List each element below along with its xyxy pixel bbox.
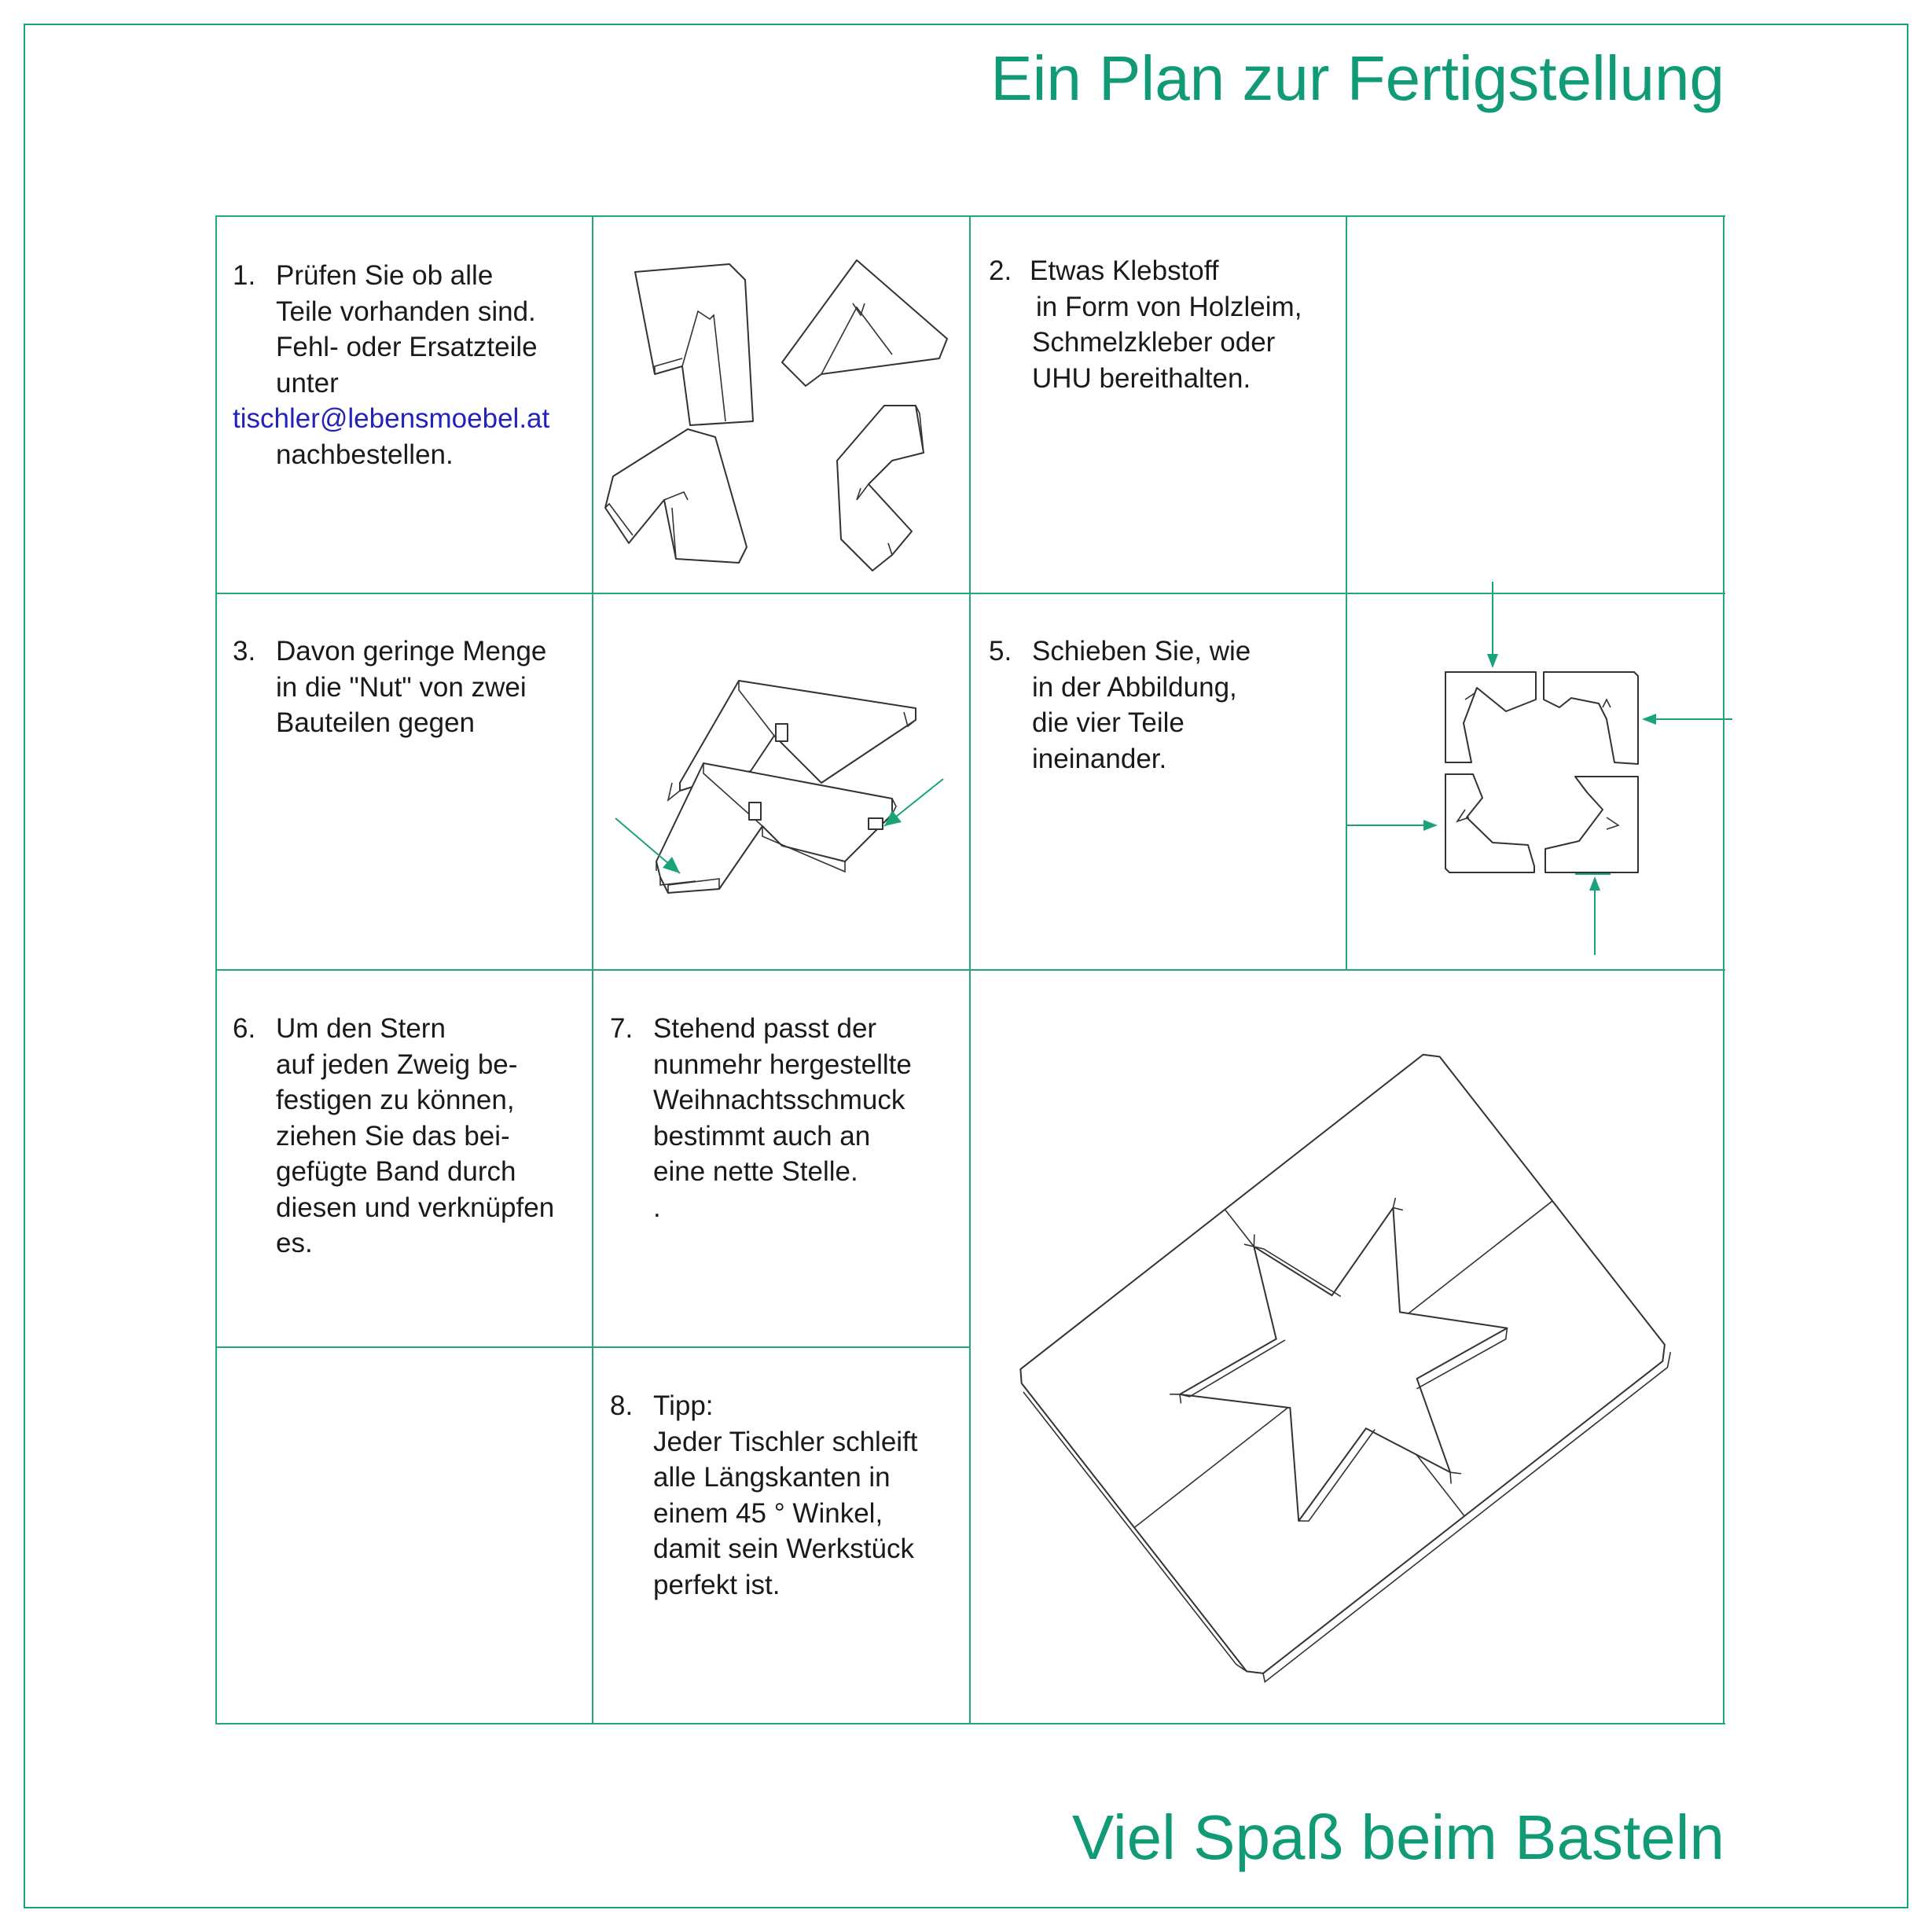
step-2-line-2: in Form von Holzleim, — [1036, 291, 1302, 322]
step-1-text — [233, 258, 586, 472]
step-2-text — [989, 253, 1335, 396]
parts-illustration — [593, 217, 969, 593]
step-6-line-3: festigen zu können, — [276, 1085, 515, 1115]
step-7-line-2: nunmehr hergestellte — [653, 1049, 912, 1080]
step-3-line-2: in die "Nut" von zwei — [276, 671, 527, 703]
grid-right — [1723, 215, 1724, 1724]
grid-left — [215, 215, 217, 1724]
step-8-line-5: damit sein Werkstück — [653, 1533, 914, 1564]
step-6-line-6: diesen und verknüpfen — [276, 1192, 555, 1223]
step-8-line-2: Jeder Tischler schleift — [653, 1426, 918, 1457]
step-2-line-3: Schmelzkleber oder — [1032, 327, 1276, 358]
step-6-text — [233, 1011, 586, 1262]
finished-star-illustration — [971, 971, 1723, 1723]
step-2-line-1: Etwas Klebstoff — [1030, 255, 1219, 286]
page-footer: Viel Spaß beim Basteln — [1071, 1802, 1724, 1872]
assembly-illustration — [1347, 582, 1732, 967]
step-3-number: 3. — [233, 636, 256, 667]
step-8-line-3: alle Längskanten in — [653, 1462, 891, 1493]
step-6-line-5: gefügte Band durch — [276, 1156, 516, 1187]
step-1-number: 1. — [233, 260, 256, 291]
glue-illustration — [593, 594, 969, 970]
step-6-line-2: auf jeden Zweig be- — [276, 1049, 518, 1080]
step-5-line-2: in der Abbildung, — [1032, 671, 1237, 703]
step-5-line-4: ineinander. — [1032, 743, 1167, 774]
step-5-text — [989, 634, 1335, 777]
step-3-text — [233, 634, 586, 741]
step-2-line-4: UHU bereithalten. — [1032, 362, 1251, 394]
step-7-text — [610, 1011, 964, 1225]
step-1-line-4: unter — [276, 367, 339, 399]
step-6-number: 6. — [233, 1013, 256, 1044]
step-7-number: 7. — [610, 1013, 634, 1044]
step-6-line-1: Um den Stern — [276, 1013, 446, 1044]
step-7-line-4: bestimmt auch an — [653, 1120, 871, 1151]
step-5-line-1: Schieben Sie, wie — [1032, 636, 1251, 667]
step-8-line-1: Tipp: — [653, 1390, 714, 1421]
step-7-line-3: Weihnachtsschmuck — [653, 1085, 905, 1115]
step-6-line-7: es. — [276, 1228, 313, 1258]
step-1-line-2: Teile vorhanden sind. — [276, 296, 536, 327]
step-7-line-5: eine nette Stelle. — [653, 1156, 858, 1187]
step-1-line-3: Fehl- oder Ersatzteile — [276, 332, 538, 362]
step-6-line-4: ziehen Sie das bei- — [276, 1120, 510, 1151]
step-3-line-1: Davon geringe Menge — [276, 636, 547, 667]
step-5-line-3: die vier Teile — [1032, 707, 1185, 738]
step-8-text — [610, 1388, 968, 1603]
step-8-line-4: einem 45 ° Winkel, — [653, 1497, 883, 1529]
step-1-line-6: nachbestellen. — [276, 439, 454, 470]
step-2-number: 2. — [989, 255, 1012, 286]
step-7-line-1: Stehend passt der — [653, 1013, 877, 1044]
step-8-number: 8. — [610, 1390, 634, 1421]
step-3-line-3: Bauteilen gegen — [276, 707, 475, 738]
email-link[interactable]: tischler@lebensmoebel.at — [233, 403, 550, 434]
step-5-number: 5. — [989, 636, 1012, 667]
step-8-line-6: perfekt ist. — [653, 1569, 781, 1600]
page-title: Ein Plan zur Fertigstellung — [990, 43, 1724, 113]
step-7-line-6: . — [653, 1192, 661, 1223]
step-1-line-1: Prüfen Sie ob alle — [276, 260, 494, 291]
